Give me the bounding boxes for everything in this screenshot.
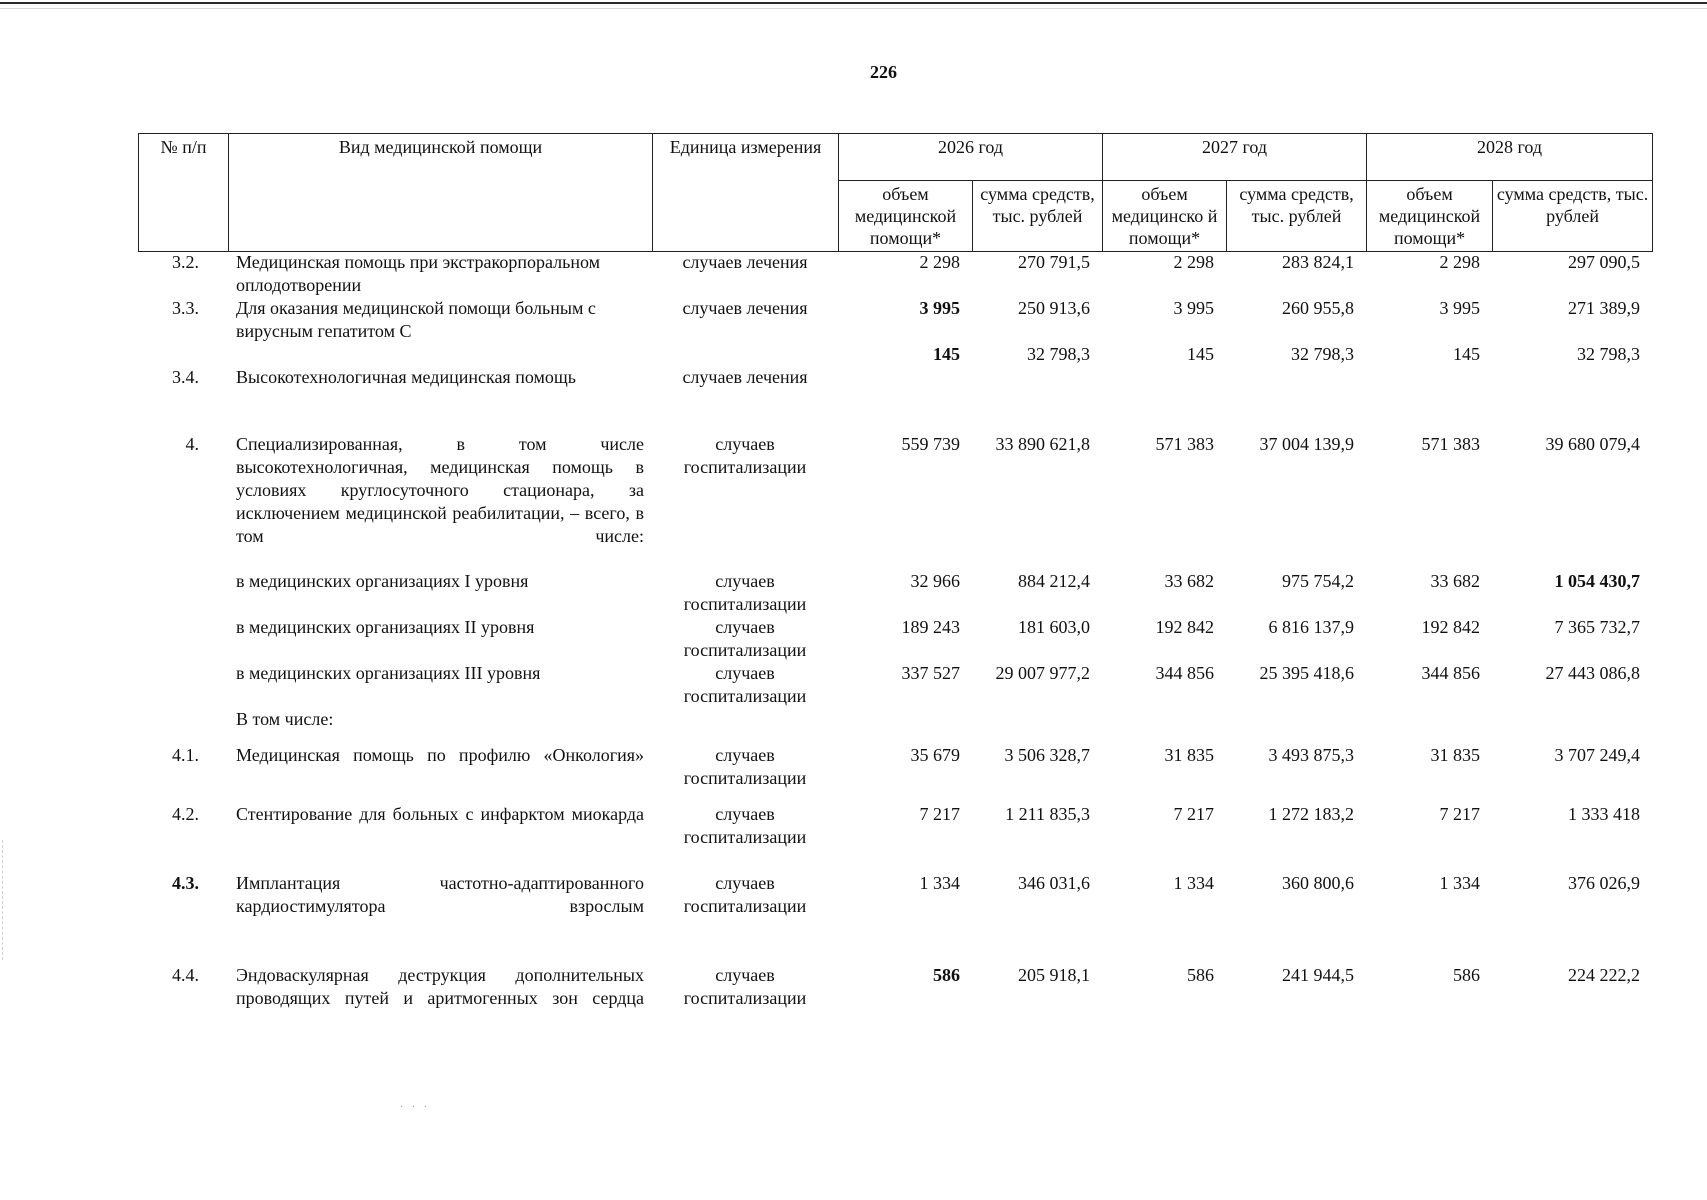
row-volume-2026: 145 — [933, 344, 960, 364]
row-sum-2028: 376 026,9 — [1568, 873, 1640, 893]
row-volume-2026: 189 243 — [901, 617, 960, 637]
row-unit: случаев госпитализации — [683, 571, 807, 614]
row-volume-2027: 344 856 — [1155, 663, 1214, 683]
row-volume-2026: 2 298 — [919, 252, 960, 272]
row-sum-2027: 283 824,1 — [1282, 252, 1354, 272]
row-volume-2028: 33 682 — [1430, 571, 1480, 591]
header-sum-2028: сумма средств, тыс. рублей — [1493, 181, 1653, 252]
row-sum-2028: 7 365 732,7 — [1554, 617, 1640, 637]
row-unit — [652, 708, 838, 744]
row-sum-2027: 37 004 139,9 — [1259, 434, 1354, 454]
table-row — [138, 433, 1652, 570]
row-sum-2026: 1 211 835,3 — [1005, 804, 1090, 824]
row-sum-2026: 250 913,6 — [1018, 298, 1090, 318]
row-volume-2026: 7 217 — [919, 804, 960, 824]
row-number: 3.3. — [172, 298, 199, 318]
scan-left-marks — [2, 840, 4, 960]
row-name: Медицинская помощь по профилю «Онкология» — [236, 745, 644, 765]
page-number: 226 — [870, 62, 897, 82]
row-number — [138, 570, 228, 616]
table-row — [138, 803, 1652, 872]
row-volume-2026: 559 739 — [901, 434, 960, 454]
row-sum-2026: 346 031,6 — [1018, 873, 1090, 893]
row-name: Специализированная, в том числе высокотехнологичная, медицинская помощь в условиях круглосуточного стационара, за исключением медицинской реабилитации, – всего, в том числе: — [236, 434, 644, 546]
row-volume-2028: 192 842 — [1421, 617, 1480, 637]
header-col-no: № п/п — [139, 134, 229, 252]
row-unit: случаев госпитализации — [683, 873, 807, 916]
row-sum-2028: 1 054 430,7 — [1554, 571, 1640, 591]
row-unit: случаев лечения — [682, 252, 808, 272]
row-volume-2026: 35 679 — [910, 745, 960, 765]
table-row — [138, 570, 1652, 616]
row-unit: случаев лечения — [682, 367, 808, 387]
row-name: Стентирование для больных с инфарктом миокарда — [236, 804, 644, 824]
row-volume-2028: 7 217 — [1439, 804, 1480, 824]
row-volume-2028: 3 995 — [1439, 298, 1480, 318]
row-volume-2027: 2 298 — [1173, 252, 1214, 272]
row-sum-2028: 271 389,9 — [1568, 298, 1640, 318]
scan-noise: · · · — [400, 1102, 430, 1113]
row-unit: случаев госпитализации — [683, 663, 807, 706]
row-sum-2027: 241 944,5 — [1282, 965, 1354, 985]
table-row — [138, 744, 1652, 803]
row-empty-values — [838, 708, 1652, 744]
table-row — [138, 616, 1652, 662]
row-number: 4.3. — [172, 873, 199, 893]
row-volume-2027: 586 — [1187, 965, 1214, 985]
row-number: 4.2. — [172, 804, 199, 824]
row-name: в медицинских организациях I уровня — [236, 571, 529, 591]
table-row — [138, 964, 1652, 1014]
row-sum-2027: 360 800,6 — [1282, 873, 1354, 893]
row-sum-2026: 29 007 977,2 — [995, 663, 1090, 683]
row-sum-2026: 205 918,1 — [1018, 965, 1090, 985]
row-name: Эндоваскулярная деструкция дополнительных проводящих путей и аритмогенных зон сердца — [236, 965, 644, 1008]
row-name: В том числе: — [236, 709, 334, 729]
header-year-2026: 2026 год — [839, 134, 1103, 181]
scan-top-rule — [0, 2, 1707, 4]
table-row — [138, 251, 1652, 297]
row-volume-2027: 7 217 — [1173, 804, 1214, 824]
table-row — [138, 662, 1652, 708]
row-sum-2026: 3 506 328,7 — [1004, 745, 1090, 765]
row-volume-2026: 32 966 — [910, 571, 960, 591]
row-sum-2027: 32 798,3 — [1291, 344, 1354, 364]
row-volume-2028: 2 298 — [1439, 252, 1480, 272]
row-sum-2028: 39 680 079,4 — [1545, 434, 1640, 454]
row-sum-2026: 181 603,0 — [1018, 617, 1090, 637]
row-sum-2027: 6 816 137,9 — [1268, 617, 1354, 637]
table-row — [138, 343, 1652, 411]
scan-top-rule-faint — [0, 8, 1707, 9]
row-number — [138, 708, 228, 744]
row-name: Высокотехнологичная медицинская помощь — [236, 367, 576, 387]
table-body — [138, 251, 1652, 1014]
row-volume-2026: 1 334 — [919, 873, 960, 893]
row-unit: случаев лечения — [682, 298, 808, 318]
row-spacer — [138, 411, 1652, 433]
row-sum-2028: 297 090,5 — [1568, 252, 1640, 272]
row-number: 4. — [185, 434, 199, 454]
row-sum-2026: 33 890 621,8 — [995, 434, 1090, 454]
row-name: Для оказания медицинской помощи больным с вирусным гепатитом С — [236, 298, 596, 341]
table-row — [138, 872, 1652, 964]
row-sum-2026: 32 798,3 — [1027, 344, 1090, 364]
row-number — [138, 616, 228, 662]
row-sum-2027: 1 272 183,2 — [1268, 804, 1354, 824]
row-volume-2028: 344 856 — [1421, 663, 1480, 683]
row-number — [138, 662, 228, 708]
row-volume-2027: 3 995 — [1173, 298, 1214, 318]
row-volume-2026: 337 527 — [901, 663, 960, 683]
header-volume-2027: объем медицинско й помощи* — [1103, 181, 1227, 252]
row-number: 3.2. — [172, 252, 199, 272]
row-volume-2028: 586 — [1453, 965, 1480, 985]
table-row — [138, 297, 1652, 343]
row-volume-2026: 3 995 — [919, 298, 960, 318]
row-sum-2027: 3 493 875,3 — [1268, 745, 1354, 765]
row-unit: случаев госпитализации — [683, 965, 807, 1008]
row-sum-2028: 1 333 418 — [1568, 804, 1640, 824]
row-number: 4.4. — [172, 965, 199, 985]
header-col-unit: Единица измерения — [653, 134, 839, 252]
row-sum-2028: 224 222,2 — [1568, 965, 1640, 985]
row-volume-2027: 192 842 — [1155, 617, 1214, 637]
row-name: Имплантация частотно-адаптированного кардиостимулятора взрослым — [236, 873, 644, 916]
row-sum-2027: 25 395 418,6 — [1259, 663, 1354, 683]
row-name: Медицинская помощь при экстракорпоральном оплодотворении — [236, 252, 601, 295]
row-name: в медицинских организациях II уровня — [236, 617, 535, 637]
row-unit: случаев госпитализации — [683, 804, 807, 847]
row-volume-2028: 1 334 — [1439, 873, 1480, 893]
header-year-2028: 2028 год — [1367, 134, 1653, 181]
row-sum-2026: 884 212,4 — [1018, 571, 1090, 591]
row-number: 4.1. — [172, 745, 199, 765]
header-col-type: Вид медицинской помощи — [229, 134, 653, 252]
row-volume-2027: 1 334 — [1173, 873, 1214, 893]
row-volume-2028: 571 383 — [1421, 434, 1480, 454]
row-volume-2027: 31 835 — [1164, 745, 1214, 765]
header-sum-2026: сумма средств, тыс. рублей — [973, 181, 1103, 252]
row-unit: случаев госпитализации — [683, 434, 807, 477]
row-volume-2027: 145 — [1187, 344, 1214, 364]
row-sum-2028: 27 443 086,8 — [1545, 663, 1640, 683]
row-sum-2026: 270 791,5 — [1018, 252, 1090, 272]
row-volume-2028: 145 — [1453, 344, 1480, 364]
row-sum-2027: 975 754,2 — [1282, 571, 1354, 591]
table-header — [138, 133, 1653, 252]
row-number: 3.4. — [172, 367, 199, 387]
row-sum-2028: 3 707 249,4 — [1554, 745, 1640, 765]
row-unit: случаев госпитализации — [683, 745, 807, 788]
header-volume-2028: объем медицинской помощи* — [1367, 181, 1493, 252]
row-volume-2026: 586 — [933, 965, 960, 985]
table-row — [138, 708, 1652, 744]
header-volume-2026: объем медицинской помощи* — [839, 181, 973, 252]
row-volume-2028: 31 835 — [1430, 745, 1480, 765]
row-unit: случаев госпитализации — [683, 617, 807, 660]
row-name: в медицинских организациях III уровня — [236, 663, 541, 683]
header-year-2027: 2027 год — [1103, 134, 1367, 181]
header-sum-2027: сумма средств, тыс. рублей — [1227, 181, 1367, 252]
row-sum-2028: 32 798,3 — [1577, 344, 1640, 364]
row-volume-2027: 571 383 — [1155, 434, 1214, 454]
row-volume-2027: 33 682 — [1164, 571, 1214, 591]
row-sum-2027: 260 955,8 — [1282, 298, 1354, 318]
